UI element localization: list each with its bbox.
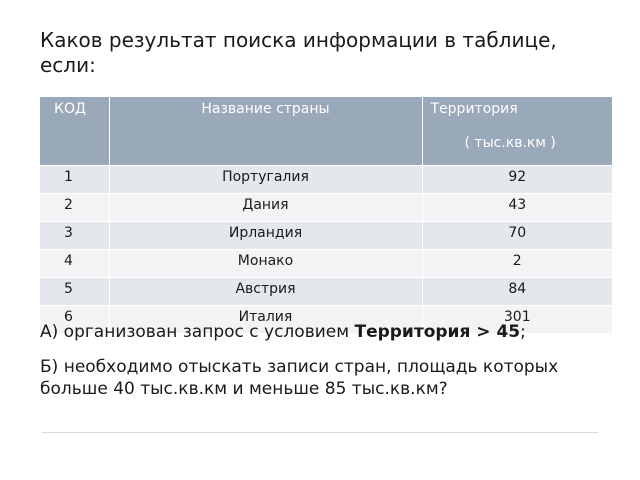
cell-code: 1 bbox=[40, 166, 109, 194]
table-row bbox=[40, 278, 612, 306]
cell-code: 3 bbox=[40, 222, 109, 250]
countries-table bbox=[40, 97, 612, 333]
header-code: КОД bbox=[40, 97, 109, 166]
header-country-name: Название страны bbox=[109, 97, 422, 166]
answer-a-suffix: ; bbox=[520, 322, 526, 342]
cell-code: 5 bbox=[40, 278, 109, 306]
header-territory bbox=[422, 97, 612, 166]
cell-territory: 70 bbox=[422, 222, 612, 250]
cell-territory: 43 bbox=[422, 194, 612, 222]
divider bbox=[42, 432, 598, 433]
cell-country-name: Монако bbox=[109, 250, 422, 278]
answer-a-prefix: А) организован запрос с условием bbox=[40, 322, 355, 342]
table-row bbox=[40, 194, 612, 222]
cell-country-name: Португалия bbox=[109, 166, 422, 194]
answer-b: Б) необходимо отыскать записи стран, площадь которых больше 40 тыс.кв.км и меньше 85 тыс.кв.км? bbox=[40, 357, 559, 399]
cell-code: 2 bbox=[40, 194, 109, 222]
header-territory-title: Территория bbox=[430, 101, 518, 117]
countries-table-container bbox=[40, 97, 612, 325]
header-territory-unit: ( тыс.кв.км ) bbox=[464, 135, 556, 151]
cell-territory: 84 bbox=[422, 278, 612, 306]
table-row bbox=[40, 222, 612, 250]
cell-code: 4 bbox=[40, 250, 109, 278]
cell-code: 6 bbox=[40, 306, 109, 334]
cell-territory: 2 bbox=[422, 250, 612, 278]
cell-country-name: Ирландия bbox=[109, 222, 422, 250]
table-row bbox=[40, 166, 612, 194]
question-text: Каков результат поиска информации в таблице, если: bbox=[40, 28, 557, 77]
cell-territory: 301 bbox=[422, 306, 612, 334]
cell-country-name: Дания bbox=[109, 194, 422, 222]
cell-territory: 92 bbox=[422, 166, 612, 194]
answer-a bbox=[40, 320, 620, 344]
table-header-row bbox=[40, 97, 612, 166]
answer-a-condition: Территория > 45 bbox=[354, 322, 521, 342]
table-row bbox=[40, 250, 612, 278]
cell-country-name: Австрия bbox=[109, 278, 422, 306]
cell-country-name: Италия bbox=[109, 306, 422, 334]
